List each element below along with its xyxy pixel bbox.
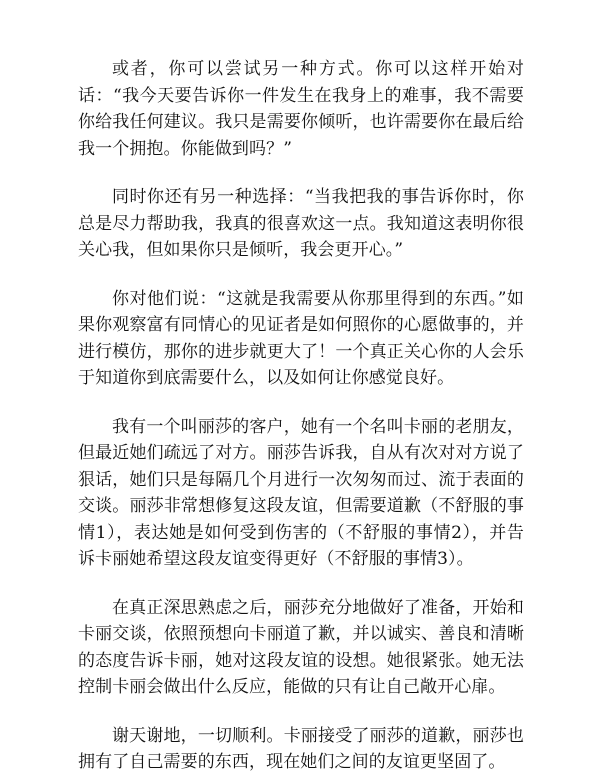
paragraph: 你对他们说：“这就是我需要从你那里得到的东西。”如果你观察富有同情心的见证者是如何照你的心愿做事的，并进行模仿，那你的进步就更大了！一个真正关心你的人会乐于知道你到底需要什么，以及如何让你感觉良好。 xyxy=(78,288,524,388)
paragraph: 我有一个叫丽莎的客户，她有一个名叫卡丽的老朋友，但最近她们疏远了对方。丽莎告诉我，自从有次对对方说了狠话，她们只是每隔几个月进行一次匆匆而过、流于表面的交谈。丽莎非常想修复这段友谊，但需要道歉（不舒服的事情1），表达她是如何受到伤害的（不舒服的事情2），并告诉卡丽她希望这段友谊变得更好（不舒服的事情3）。 xyxy=(78,416,524,569)
paragraph: 在真正深思熟虑之后，丽莎充分地做好了准备，开始和卡丽交谈，依照预想向卡丽道了歉，并以诚实、善良和清晰的态度告诉卡丽，她对这段友谊的设想。她很紧张。她无法控制卡丽会做出什么反应，能做的只有让自己敞开心扉。 xyxy=(78,597,524,697)
document-body xyxy=(78,56,524,776)
paragraph: 或者，你可以尝试另一种方式。你可以这样开始对话：“我今天要告诉你一件发生在我身上的难事，我不需要你给我任何建议。我只是需要你倾听，也许需要你在最后给我一个拥抱。你能做到吗？” xyxy=(78,59,524,159)
paragraph: 谢天谢地，一切顺利。卡丽接受了丽莎的道歉，丽莎也拥有了自己需要的东西，现在她们之间的友谊更坚固了。 xyxy=(78,725,524,772)
paragraph: 同时你还有另一种选择：“当我把我的事告诉你时，你总是尽力帮助我，我真的很喜欢这一点。我知道这表明你很关心我，但如果你只是倾听，我会更开心。” xyxy=(78,187,524,260)
